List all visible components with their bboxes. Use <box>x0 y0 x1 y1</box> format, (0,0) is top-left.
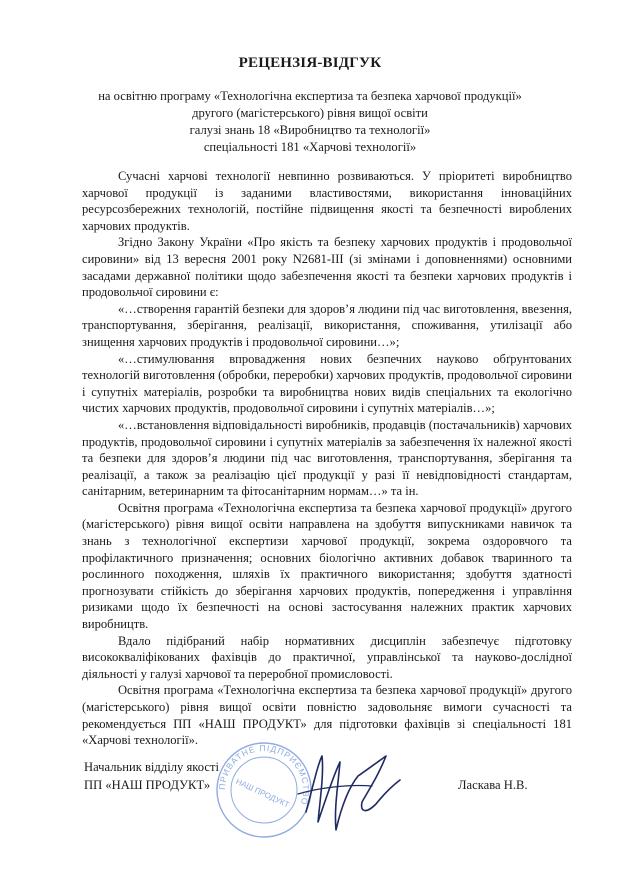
signatory-title <box>84 758 219 794</box>
signatory-name: Ласкава Н.В. <box>458 778 528 792</box>
signatory-position: Начальник відділу якості <box>84 760 219 774</box>
stamp-outer-text: ПРИВАТНЕ ПІДПРИЄМСТВО <box>216 742 312 807</box>
document-subtitle <box>0 88 620 156</box>
document-body <box>82 168 572 749</box>
subtitle-line: галузі знань 18 «Виробництво та технології» <box>189 123 431 137</box>
body-paragraph: Сучасні харчові технології невпинно розвиваються. У пріоритеті виробництво харчової продукції із заданими властивостями, використання інноваційних ресурсозбережних технологій, постійне підвищення якості та безпечності вироблених харчових продуктів. <box>82 169 572 233</box>
quote-paragraph: «…стимулювання впровадження нових безпечних науково обґрунтованих технологій виготовлення (обробки, переробки) харчових продуктів, продовольчої сировини і супутніх матеріалів, розробки та виробництва нових видів спеціальних та екологічно чистих харчових продуктів, продовольчої сировини і супутніх матеріалів…»; <box>82 351 572 416</box>
quote-paragraph: «…створення гарантій безпеки для здоров’я людини під час виготовлення, ввезення, транспортування, зберігання, реалізації, використання, споживання, утилізації або знищення харчових продуктів і продовольчої сировини…»; <box>82 301 572 349</box>
stamp-inner-text: НАШ ПРОДУКТ <box>234 776 291 810</box>
signatory-company: ПП «НАШ ПРОДУКТ» <box>84 778 211 792</box>
handwritten-signature <box>288 734 408 844</box>
document-title: РЕЦЕНЗІЯ-ВІДГУК <box>238 55 382 71</box>
body-paragraph: Згідно Закону України «Про якість та безпеку харчових продуктів і продовольчої сировини» від 13 вересня 2001 року N2681-III (зі змінами і доповненнями) основними засадами державної політики щодо забезпечення якості та безпеки харчових продуктів і продовольчої сировини є: <box>82 235 572 300</box>
body-paragraph: Освітня програма «Технологічна експертиза та безпека харчової продукції» другого (магістерського) рівня вищої освіти повністю задовольняє вимоги сучасності та рекомендується ПП «НАШ ПРОДУКТ» для підготовки фахівців зі спеціальності 181 «Харчові технології». <box>82 683 572 748</box>
body-paragraph: Освітня програма «Технологічна експертиза та безпека харчової продукції» другого (магістерського) рівня вищої освіти направлена на здобуття випускниками навичок та знань з технологічної експертизи харчової продукції, зокрема оздоровчого та профілактичного призначення; основних біологічно активних добавок тваринного та рослинного походження, шляхів їх практичного використання; здобуття здатності прогнозувати стійкість до зберігання харчових продуктів, попередження і управління ризиками щодо їх безпечності на основі застосування належних практик харчових виробництв. <box>82 500 572 632</box>
quote-paragraph: «…встановлення відповідальності виробників, продавців (постачальників) харчових продуктів, продовольчої сировини і супутніх матеріалів за забезпечення їх належної якості та безпеки для здоров’я людини під час виготовлення, транспортування, зберігання та реалізації, а також за реалізацію цієї продукції у разі її невідповідності стандартам, санітарним, ветеринарним та фітосанітарним нормам…» та ін. <box>82 417 572 499</box>
subtitle-line: спеціальності 181 «Харчові технології» <box>203 140 417 154</box>
subtitle-line: другого (магістерського) рівня вищої освіти <box>192 106 428 120</box>
subtitle-line: на освітню програму «Технологічна експертиза та безпека харчової продукції» <box>98 89 522 103</box>
body-paragraph: Вдало підібраний набір нормативних дисциплін забезпечує підготовку висококваліфікованих фахівців до практичної, управлінської та науково-дослідної діяльності у галузі харчової та переробної промисловості. <box>82 633 572 681</box>
